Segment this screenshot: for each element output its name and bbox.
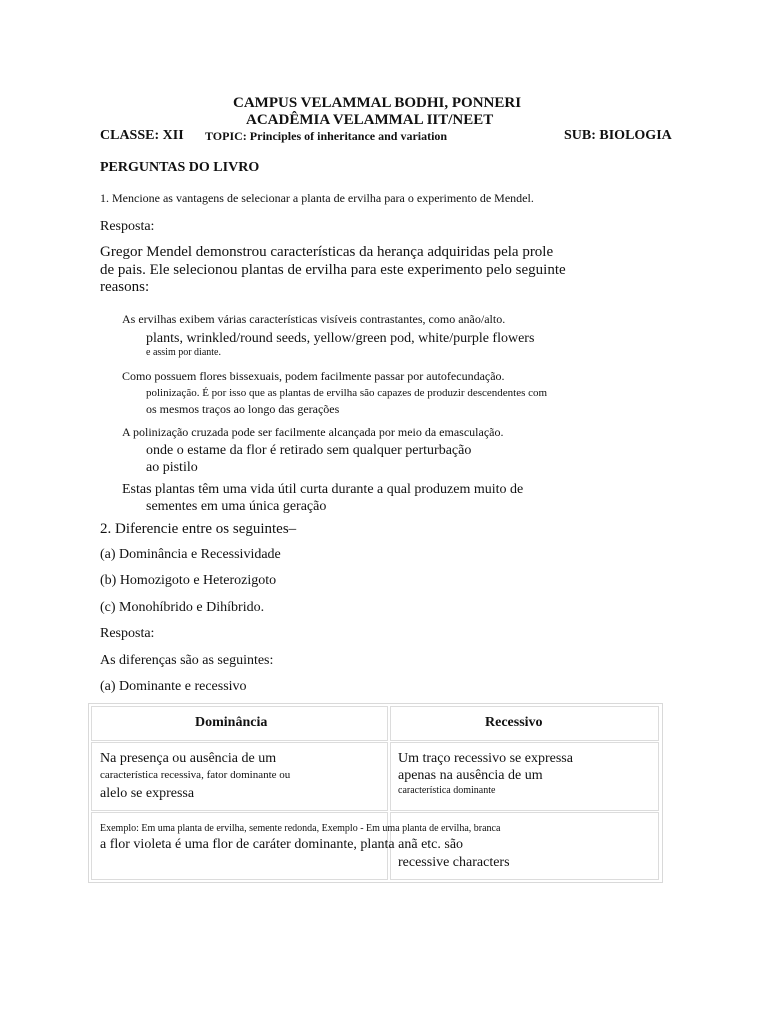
- recessive-desc-line-2: apenas na ausência de um: [398, 768, 543, 783]
- intro-line-1: Gregor Mendel demonstrou características da herança adquiridas pela prole: [100, 244, 554, 260]
- recessive-desc-line-3: característica dominante: [398, 785, 496, 796]
- question-1: 1. Mencione as vantagens de selecionar a planta de ervilha para o experimento de Mendel.: [100, 191, 534, 205]
- dominance-desc-line-2: característica recessiva, fator dominante ou: [100, 769, 291, 781]
- bullet-4-line-1: Estas plantas têm uma vida útil curta durante a qual produzem muito de: [122, 482, 524, 497]
- example-line-2: a flor violeta é uma flor de caráter dominante, planta anã etc. são: [100, 837, 464, 852]
- intro-line-3: reasons:: [100, 279, 150, 295]
- subject-label: SUB: BIOLOGIA: [564, 128, 672, 143]
- example-line-1: Exemplo: Em uma planta de ervilha, semente redonda, Exemplo - Em uma planta de ervilha, branca: [100, 823, 501, 834]
- bullet-3-line-1: A polinização cruzada pode ser facilmente alcançada por meio da emasculação.: [122, 425, 504, 439]
- dominance-desc-line-1: Na presença ou ausência de um: [100, 751, 277, 766]
- q2-option-b: (b) Homozigoto e Heterozigoto: [100, 573, 277, 588]
- q2-option-a: (a) Dominância e Recessividade: [100, 547, 281, 562]
- section-title: PERGUNTAS DO LIVRO: [100, 160, 260, 175]
- differences-intro: As diferenças são as seguintes:: [100, 653, 274, 668]
- example-line-3: recessive characters: [398, 855, 510, 870]
- bullet-1-line-1: As ervilhas exibem várias características visíveis contrastantes, como anão/alto.: [122, 312, 506, 326]
- answer-label-2: Resposta:: [100, 626, 155, 641]
- school-name: CAMPUS VELAMMAL BODHI, PONNERI: [233, 95, 522, 111]
- answer-label-1: Resposta:: [100, 219, 155, 234]
- table-header-dominance: Dominância: [195, 715, 268, 730]
- bullet-1-line-3: e assim por diante.: [146, 347, 221, 358]
- table-header-recessive: Recessivo: [485, 715, 543, 730]
- class-label: CLASSE: XII: [100, 128, 184, 143]
- bullet-4-line-2: sementes em uma única geração: [146, 499, 327, 514]
- recessive-desc-line-1: Um traço recessivo se expressa: [398, 751, 573, 766]
- bullet-1-line-2: plants, wrinkled/round seeds, yellow/green pod, white/purple flowers: [146, 331, 535, 346]
- bullet-3-line-2: onde o estame da flor é retirado sem qualquer perturbação: [146, 443, 472, 458]
- sub-heading-a: (a) Dominante e recessivo: [100, 679, 247, 694]
- q2-option-c: (c) Monohíbrido e Dihíbrido.: [100, 600, 265, 615]
- bullet-2-line-2: polinização. É por isso que as plantas de ervilha são capazes de produzir descendentes com: [146, 387, 548, 399]
- question-2: 2. Diferencie entre os seguintes–: [100, 521, 297, 537]
- bullet-3-line-3: ao pistilo: [146, 460, 198, 475]
- bullet-2-line-3: os mesmos traços ao longo das gerações: [146, 402, 340, 416]
- bullet-2-line-1: Como possuem flores bissexuais, podem facilmente passar por autofecundação.: [122, 369, 505, 383]
- dominance-desc-line-3: alelo se expressa: [100, 786, 195, 801]
- intro-line-2: de pais. Ele selecionou plantas de ervilha para este experimento pelo seguinte: [100, 262, 566, 278]
- topic-label: TOPIC: Principles of inheritance and variation: [205, 129, 448, 143]
- academy-name: ACADÊMIA VELAMMAL IIT/NEET: [246, 112, 494, 128]
